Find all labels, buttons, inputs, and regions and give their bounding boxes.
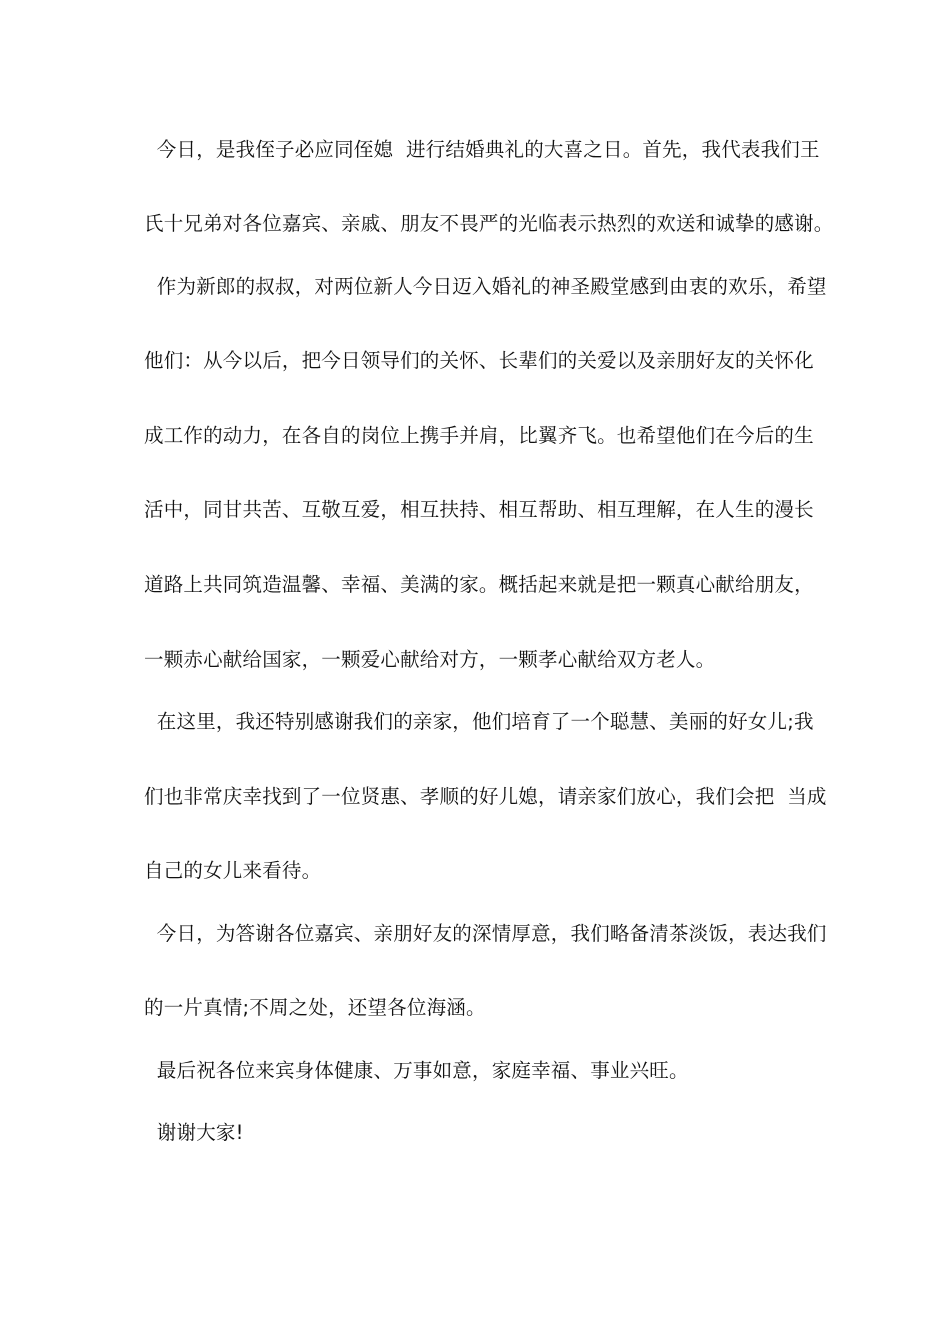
text-line-11: 自己的女儿来看待。: [144, 859, 322, 882]
text-line-5: 成工作的动力，在各自的岗位上携手并肩，比翼齐飞。也希望他们在今后的生: [144, 424, 814, 447]
text-line-10: 们也非常庆幸找到了一位贤惠、孝顺的好儿媳，请亲家们放心，我们会把 当成: [144, 785, 827, 808]
text-line-2: 氏十兄弟对各位嘉宾、亲戚、朋友不畏严的光临表示热烈的欢送和诚挚的感谢。: [144, 212, 834, 235]
text-line-9: 在这里，我还特别感谢我们的亲家，他们培育了一个聪慧、美丽的好女儿;我: [144, 710, 814, 733]
text-line-6: 活中，同甘共苦、互敬互爱，相互扶持、相互帮助、相互理解，在人生的漫长: [144, 498, 814, 521]
text-line-14: 最后祝各位来宾身体健康、万事如意，家庭幸福、事业兴旺。: [144, 1059, 689, 1082]
text-line-12: 今日，为答谢各位嘉宾、亲朋好友的深情厚意，我们略备清茶淡饭，表达我们: [144, 922, 827, 945]
text-line-4: 他们：从今以后，把今日领导们的关怀、长辈们的关爱以及亲朋好友的关怀化: [144, 349, 814, 372]
text-line-3: 作为新郎的叔叔，对两位新人今日迈入婚礼的神圣殿堂感到由衷的欢乐，希望: [144, 275, 827, 298]
text-line-15: 谢谢大家!: [144, 1121, 244, 1144]
text-line-13: 的一片真情;不周之处，还望各位海涵。: [144, 996, 486, 1019]
text-line-1: 今日，是我侄子必应同侄媳 进行结婚典礼的大喜之日。首先，我代表我们王: [144, 138, 820, 161]
text-line-7: 道路上共同筑造温馨、幸福、美满的家。概括起来就是把一颗真心献给朋友，: [144, 573, 814, 596]
text-line-8: 一颗赤心献给国家，一颗爱心献给对方，一颗孝心献给双方老人。: [144, 648, 716, 671]
